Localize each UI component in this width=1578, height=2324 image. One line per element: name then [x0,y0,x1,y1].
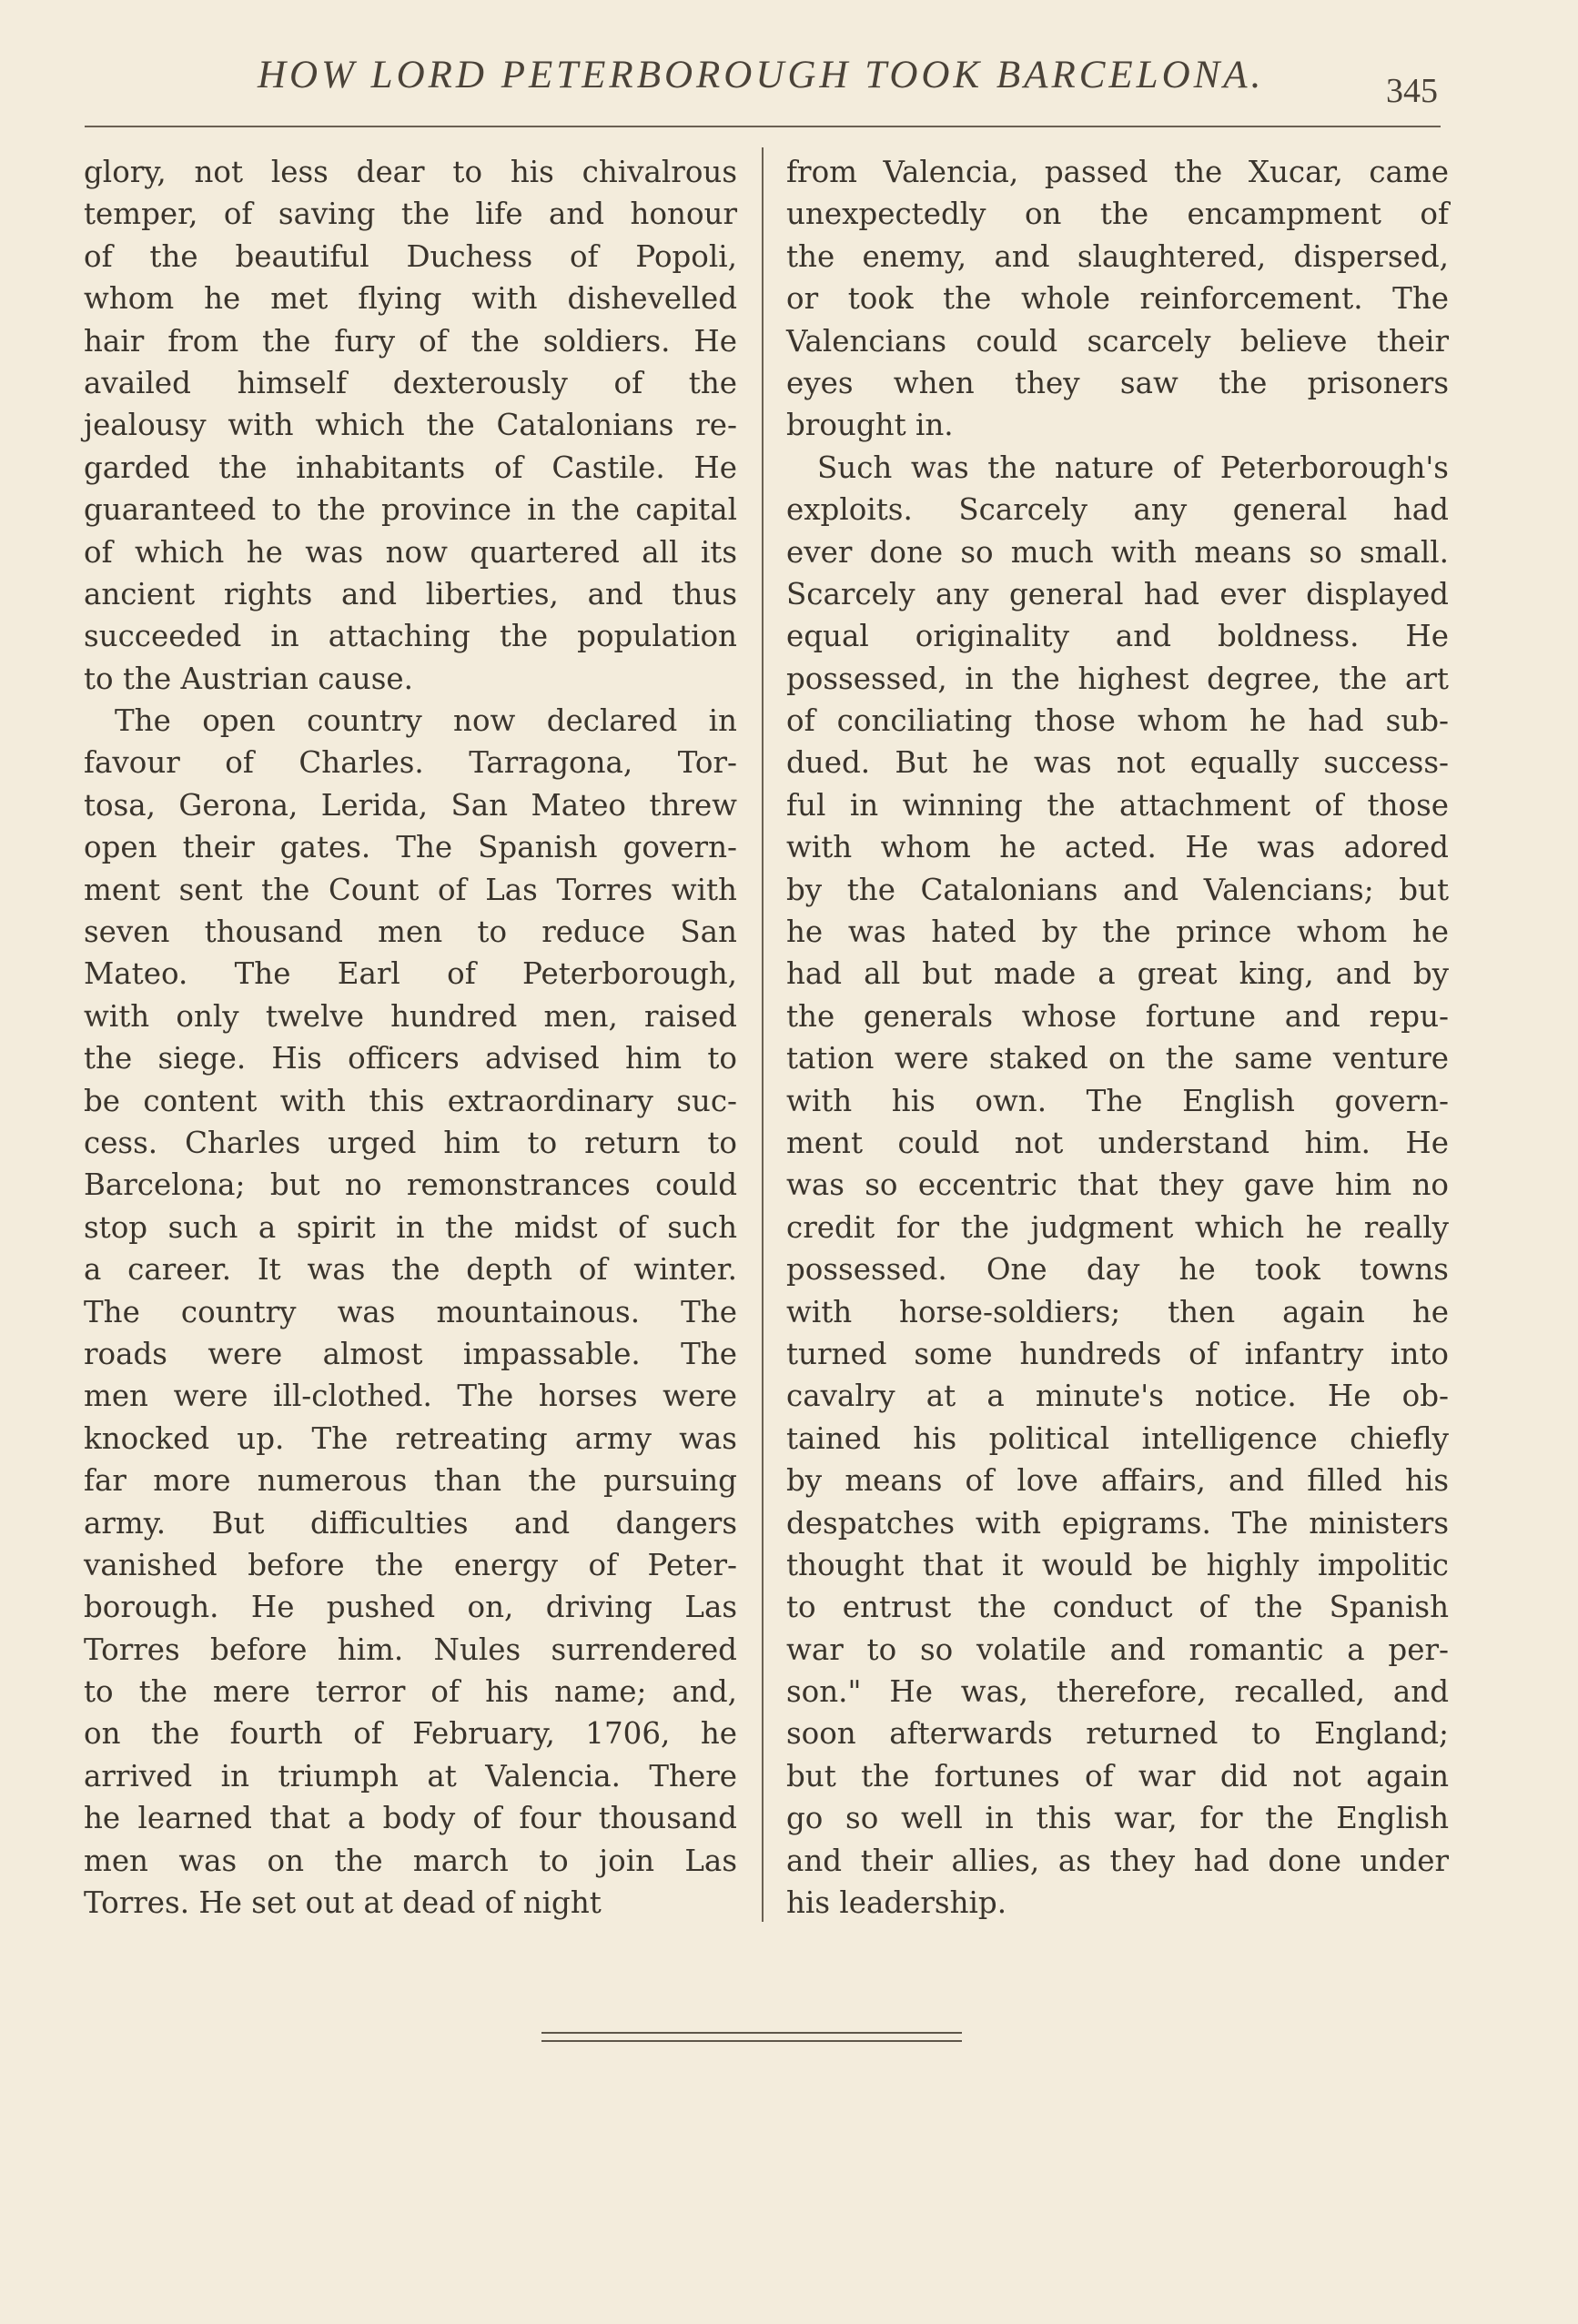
text-line: dued. But he was not equally success- [786,745,1449,781]
text-line: by the Catalonians and Valencians; but [786,872,1449,907]
text-line: cavalry at a minute's notice. He ob- [786,1379,1449,1414]
text-line: of conciliating those whom he had sub- [786,703,1449,739]
text-line: but the fortunes of war did not again [786,1758,1449,1794]
text-line: cess. Charles urged him to return to [84,1125,737,1160]
end-rule-bottom [541,2040,962,2042]
text-line: and their allies, as they had done under [786,1843,1449,1878]
text-line: ment could not understand him. He [786,1125,1449,1160]
text-line: go so well in this war, for the English [786,1801,1449,1836]
text-line: whom he met flying with dishevelled [84,281,737,317]
text-line: army. But difficulties and dangers [84,1505,737,1541]
text-line: stop such a spirit in the midst of such [84,1209,737,1245]
page-header [85,53,1468,126]
page-number: 345 [1386,72,1438,110]
text-line: or took the whole reinforcement. The [786,281,1449,317]
text-line: to entrust the conduct of the Spanish [786,1590,1449,1625]
text-line: of the beautiful Duchess of Popoli, [84,238,737,274]
text-line: was so eccentric that they gave him no [786,1167,1449,1203]
text-line: ful in winning the attachment of those [786,787,1449,823]
text-line: The country was mountainous. The [84,1294,737,1329]
text-line: Torres. He set out at dead of night [84,1885,602,1921]
header-rule [85,126,1441,127]
text-line: ment sent the Count of Las Torres with [84,872,737,907]
text-line: the siege. His officers advised him to [84,1041,737,1076]
text-line: tation were staked on the same venture [786,1041,1449,1076]
text-line: men was on the march to join Las [84,1843,737,1878]
text-line: turned some hundreds of infantry into [786,1336,1449,1371]
text-line: eyes when they saw the prisoners [786,365,1449,400]
text-line: roads were almost impassable. The [84,1336,737,1371]
text-line: with only twelve hundred men, raised [84,998,737,1034]
text-line: the enemy, and slaughtered, dispersed, [786,238,1449,274]
left-column [84,151,737,1924]
text-line: temper, of saving the life and honour [84,197,737,232]
text-line: far more numerous than the pursuing [84,1463,737,1499]
text-line: be content with this extraordinary suc- [84,1083,737,1118]
text-line: knocked up. The retreating army was [84,1420,737,1456]
text-line: on the fourth of February, 1706, he [84,1716,737,1752]
text-line: Scarcely any general had ever displayed [786,576,1449,611]
text-line: with whom he acted. He was adored [786,830,1449,865]
text-line: borough. He pushed on, driving Las [84,1590,737,1625]
text-line: brought in. [786,408,954,443]
text-line: a career. It was the depth of winter. [84,1252,737,1288]
text-line: ever done so much with means so small. [786,534,1449,570]
text-line: war to so volatile and romantic a per- [786,1632,1449,1667]
text-line: garded the inhabitants of Castile. He [84,450,737,485]
text-line: Barcelona; but no remonstrances could [84,1167,737,1203]
column-divider [762,147,764,1922]
text-line: tained his political intelligence chiefly [786,1420,1449,1456]
text-line: Valencians could scarcely believe their [786,323,1449,359]
text-line: hair from the fury of the soldiers. He [84,323,737,359]
text-line: favour of Charles. Tarragona, Tor- [84,745,737,781]
text-line: possessed, in the highest degree, the art [786,661,1449,696]
text-line: soon afterwards returned to England; [786,1716,1449,1752]
text-line: from Valencia, passed the Xucar, came [786,155,1449,189]
text-line: jealousy with which the Catalonians re- [84,408,737,443]
text-line: seven thousand men to reduce San [84,914,737,950]
text-line: he learned that a body of four thousand [84,1801,737,1836]
text-line: men were ill-clothed. The horses were [84,1379,737,1414]
text-line: succeeded in attaching the population [84,619,737,654]
text-line: Torres before him. Nules surrendered [84,1632,737,1667]
end-rule-top [541,2032,962,2034]
text-line: had all but made a great king, and by [786,956,1449,992]
text-line: to the mere terror of his name; and, [84,1674,737,1710]
text-line: exploits. Scarcely any general had [786,492,1449,528]
text-line: guaranteed to the province in the capital [84,492,737,528]
text-line: with his own. The English govern- [786,1083,1449,1118]
text-line: despatches with epigrams. The ministers [786,1505,1449,1541]
text-line: vanished before the energy of Peter- [84,1547,737,1582]
text-line: glory, not less dear to his chivalrous [84,155,737,189]
text-line: arrived in triumph at Valencia. There [84,1758,737,1794]
text-line: possessed. One day he took towns [786,1252,1449,1288]
text-line: The open country now declared in [115,703,737,739]
text-line: to the Austrian cause. [84,661,413,696]
running-title: HOW LORD PETERBOROUGH TOOK BARCELONA. [258,54,1265,96]
text-line: open their gates. The Spanish govern- [84,830,737,865]
right-column [786,151,1449,1924]
text-line: the generals whose fortune and repu- [786,998,1449,1034]
text-line: thought that it would be highly impolitic [786,1547,1449,1582]
text-line: availed himself dexterously of the [84,365,737,400]
text-line: with horse-soldiers; then again he [786,1294,1449,1329]
text-line: son." He was, therefore, recalled, and [786,1674,1449,1710]
text-line: equal originality and boldness. He [786,619,1449,654]
text-line: Mateo. The Earl of Peterborough, [84,956,737,992]
text-line: Such was the nature of Peterborough's [817,450,1449,485]
text-line: his leadership. [786,1885,1007,1921]
text-line: by means of love affairs, and filled his [786,1463,1449,1499]
text-line: he was hated by the prince whom he [786,914,1449,950]
text-line: tosa, Gerona, Lerida, San Mateo threw [84,787,737,823]
text-line: unexpectedly on the encampment of [786,197,1449,232]
text-line: credit for the judgment which he really [786,1209,1449,1245]
text-line: ancient rights and liberties, and thus [84,576,737,611]
text-line: of which he was now quartered all its [84,534,737,570]
